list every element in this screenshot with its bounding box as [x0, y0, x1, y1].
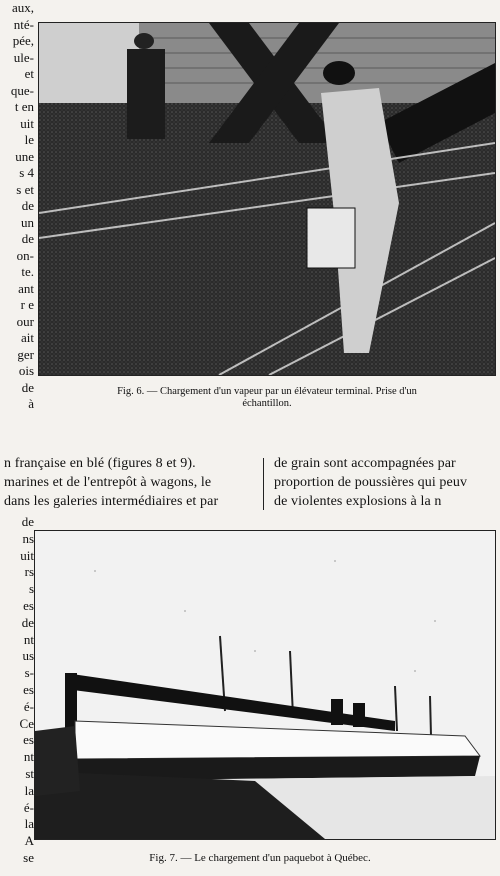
left-fragment: t en	[14, 99, 34, 114]
left-fragment: ois	[18, 363, 34, 378]
body-left-line-3: dans les galeries intermédiaires et par	[4, 494, 219, 509]
left-fragment: r e	[20, 297, 34, 312]
left-fragment: pée,	[12, 33, 34, 48]
left-fragment: nt	[23, 749, 34, 765]
left-fragment: un	[21, 214, 34, 230]
left-fragment: à	[28, 396, 34, 411]
left-fragment: s 4	[19, 165, 34, 180]
figure-7-caption	[40, 852, 480, 864]
left-fragment: de	[21, 231, 34, 246]
left-fragment: ule-	[13, 49, 34, 65]
left-fragment: se	[23, 850, 34, 865]
left-fragment: s	[28, 581, 34, 597]
left-fragment: es	[23, 682, 34, 697]
figure-6-photo	[38, 22, 496, 376]
left-fragment: us	[22, 648, 34, 664]
left-fragment: aux,	[11, 0, 34, 15]
left-fragment: le	[24, 132, 34, 147]
left-fragment: ger	[17, 346, 34, 362]
left-fragment: la	[24, 816, 34, 832]
body-right-line-3: de violentes explosions à la n	[274, 494, 442, 509]
body-left-line-2: marines et de l'entrepôt à wagons, le	[4, 475, 212, 490]
left-fragment: our	[16, 313, 34, 329]
left-fragment: uit	[20, 115, 34, 131]
left-fragment: Ce	[19, 715, 34, 731]
left-fragment: nté-	[13, 16, 34, 32]
left-fragment: rs	[24, 564, 34, 580]
left-fragment: ns	[22, 530, 34, 546]
left-fragment: é-	[23, 698, 34, 714]
left-fragment: on-	[16, 247, 34, 263]
left-fragment: et	[24, 66, 34, 81]
left-fragment: s et	[16, 181, 34, 197]
left-fragment: de	[21, 514, 34, 529]
left-fragment: la	[24, 782, 34, 798]
figure-7-caption-text: Fig. 7. — Le chargement d'un paquebot à Québec.	[149, 852, 371, 864]
left-fragment: nt	[23, 631, 34, 647]
left-fragment: uit	[20, 547, 34, 563]
left-fragment: es	[23, 732, 34, 748]
left-fragment: te.	[21, 264, 34, 279]
figure-6-caption	[34, 386, 500, 410]
left-fragment: st	[25, 766, 34, 781]
left-fragment: ait	[21, 330, 34, 345]
body-left-line-1: n française en blé (figures 8 et 9).	[4, 456, 196, 471]
figure-6-caption-line-1: Fig. 6. — Chargement d'un vapeur par un élévateur terminal. Prise d'un	[117, 386, 417, 397]
left-fragment: A	[24, 833, 34, 849]
left-fragment: s-	[24, 665, 34, 681]
left-fragment: es	[23, 598, 34, 613]
figure-7-photo	[34, 530, 496, 840]
figure-6-illustration	[39, 23, 495, 375]
left-fragment: ant	[18, 280, 34, 296]
left-fragment: de	[21, 614, 34, 630]
left-fragment: de	[21, 379, 34, 395]
left-fragment: que-	[10, 82, 34, 98]
left-fragment: une	[15, 148, 34, 164]
body-right-line-1: de grain sont accompagnées par	[274, 456, 456, 471]
figure-6-caption-line-2: échantillon.	[242, 398, 292, 409]
left-fragment: é-	[23, 799, 34, 815]
column-divider	[263, 458, 264, 510]
figure-7-illustration	[35, 531, 495, 839]
body-right-line-2: proportion de poussières qui peuv	[274, 475, 468, 490]
left-fragment: de	[21, 198, 34, 213]
